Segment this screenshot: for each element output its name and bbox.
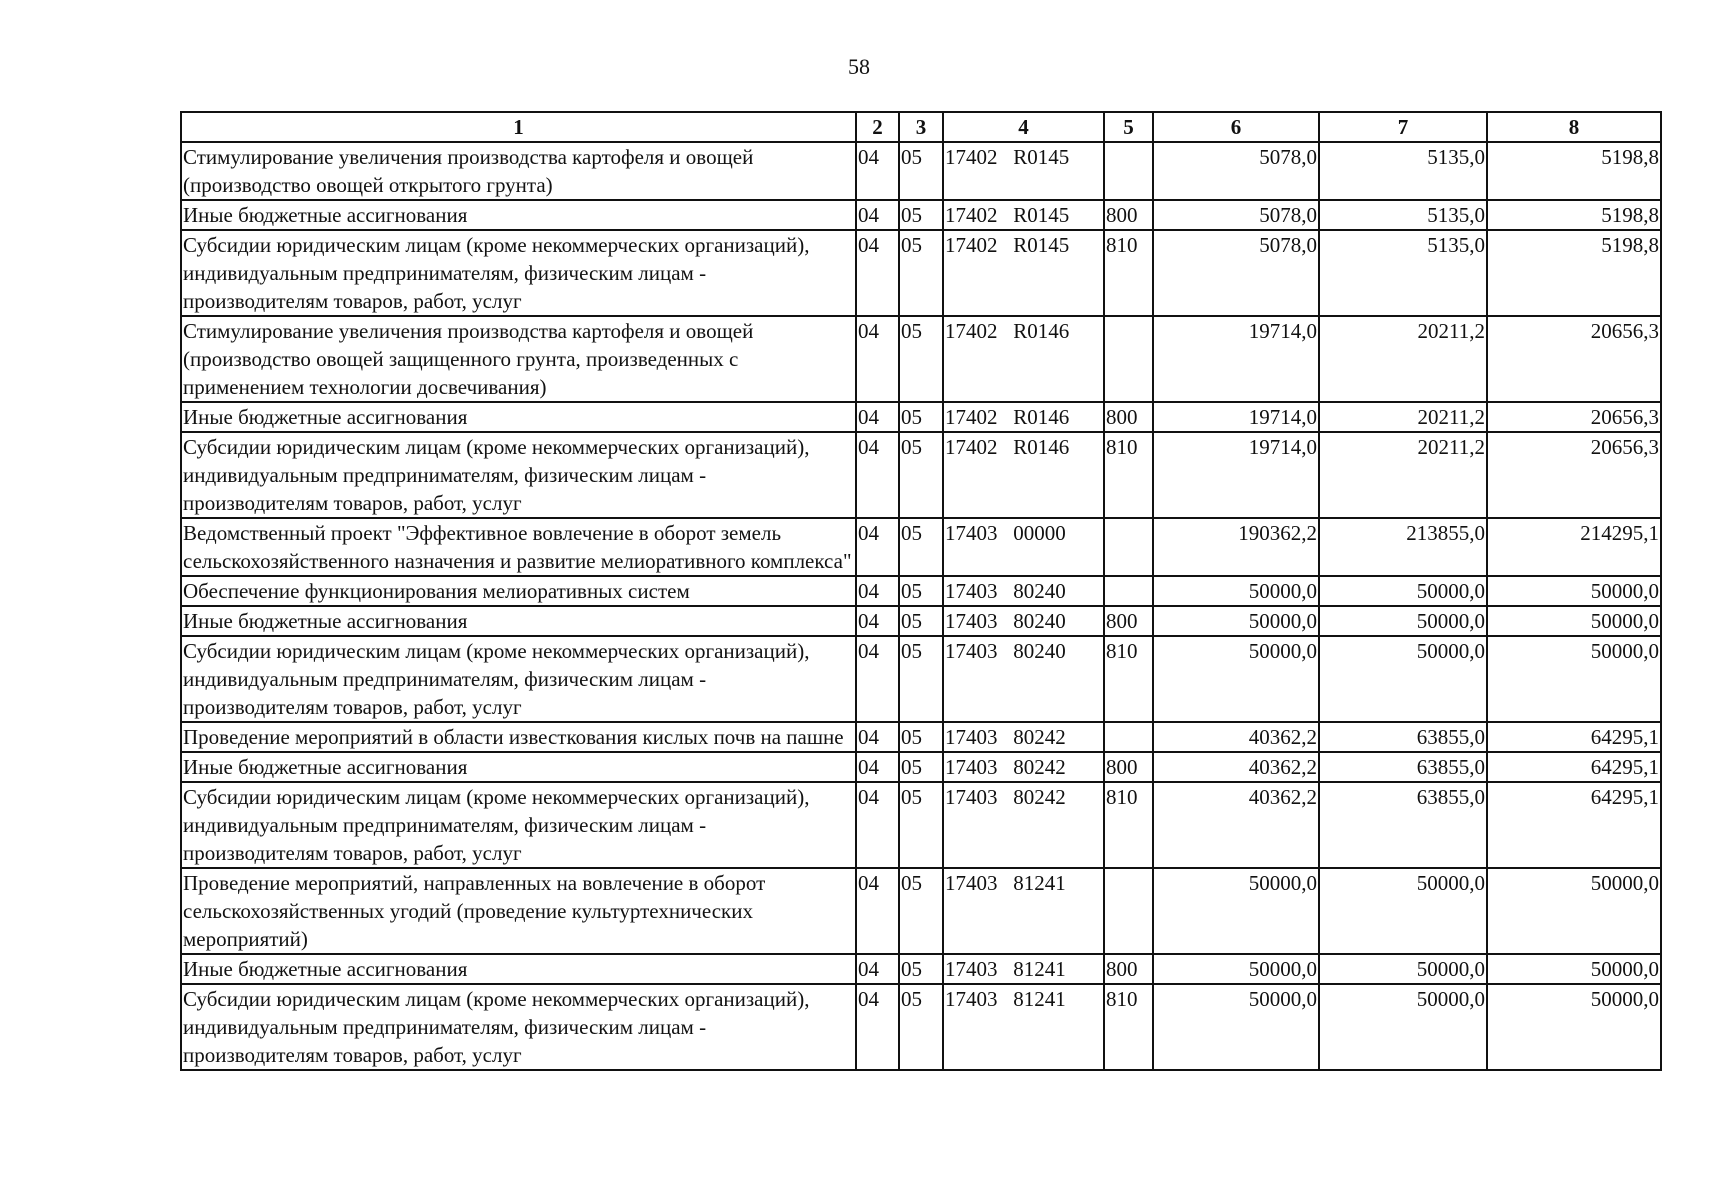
name-cell: Проведение мероприятий в области известкования кислых почв на пашне <box>181 722 856 752</box>
expense-type-cell <box>1104 722 1153 752</box>
amount-col7-cell: 20211,2 <box>1319 432 1487 518</box>
amount-col8-cell: 50000,0 <box>1487 954 1661 984</box>
name-cell: Иные бюджетные ассигнования <box>181 606 856 636</box>
table-body <box>181 142 1661 1070</box>
name-cell: Иные бюджетные ассигнования <box>181 752 856 782</box>
amount-col6-cell: 50000,0 <box>1153 954 1319 984</box>
expense-type-cell: 810 <box>1104 230 1153 316</box>
header-cell: 6 <box>1153 112 1319 142</box>
name-cell: Субсидии юридическим лицам (кроме некоммерческих организаций), индивидуальным предпринимателям, физическим лицам - производителям товаров, работ, услуг <box>181 636 856 722</box>
name-cell: Субсидии юридическим лицам (кроме некоммерческих организаций), индивидуальным предпринимателям, физическим лицам - производителям товаров, работ, услуг <box>181 230 856 316</box>
table-row <box>181 576 1661 606</box>
target-article-cell: 17403 81241 <box>943 868 1104 954</box>
header-cell: 5 <box>1104 112 1153 142</box>
name-cell: Проведение мероприятий, направленных на вовлечение в оборот сельскохозяйственных угодий (проведение культуртехнических мероприятий) <box>181 868 856 954</box>
amount-col7-cell: 20211,2 <box>1319 316 1487 402</box>
section-code-cell: 04 <box>856 230 899 316</box>
amount-col7-cell: 63855,0 <box>1319 752 1487 782</box>
section-code-cell: 04 <box>856 954 899 984</box>
section-code-cell: 04 <box>856 576 899 606</box>
amount-col6-cell: 5078,0 <box>1153 230 1319 316</box>
table-row <box>181 954 1661 984</box>
amount-col6-cell: 19714,0 <box>1153 432 1319 518</box>
name-cell: Субсидии юридическим лицам (кроме некоммерческих организаций), индивидуальным предпринимателям, физическим лицам - производителям товаров, работ, услуг <box>181 984 856 1070</box>
name-cell: Обеспечение функционирования мелиоративных систем <box>181 576 856 606</box>
amount-col8-cell: 50000,0 <box>1487 576 1661 606</box>
amount-col8-cell: 20656,3 <box>1487 402 1661 432</box>
expense-type-cell <box>1104 868 1153 954</box>
amount-col7-cell: 50000,0 <box>1319 984 1487 1070</box>
table-header <box>181 112 1661 142</box>
name-cell: Субсидии юридическим лицам (кроме некоммерческих организаций), индивидуальным предпринимателям, физическим лицам - производителям товаров, работ, услуг <box>181 782 856 868</box>
target-article-cell: 17403 80242 <box>943 752 1104 782</box>
table-row <box>181 868 1661 954</box>
name-cell: Ведомственный проект "Эффективное вовлечение в оборот земель сельскохозяйственного назначения и развитие мелиоративного комплекса" <box>181 518 856 576</box>
amount-col7-cell: 50000,0 <box>1319 606 1487 636</box>
amount-col6-cell: 50000,0 <box>1153 576 1319 606</box>
amount-col8-cell: 64295,1 <box>1487 782 1661 868</box>
subsection-code-cell: 05 <box>899 606 943 636</box>
amount-col7-cell: 63855,0 <box>1319 722 1487 752</box>
name-cell: Иные бюджетные ассигнования <box>181 402 856 432</box>
subsection-code-cell: 05 <box>899 142 943 200</box>
subsection-code-cell: 05 <box>899 782 943 868</box>
target-article-cell: 17402 R0146 <box>943 316 1104 402</box>
amount-col7-cell: 50000,0 <box>1319 868 1487 954</box>
amount-col8-cell: 214295,1 <box>1487 518 1661 576</box>
expense-type-cell <box>1104 142 1153 200</box>
name-cell: Стимулирование увеличения производства картофеля и овощей (производство овощей защищенного грунта, произведенных с применением технологии досвечивания) <box>181 316 856 402</box>
header-cell: 2 <box>856 112 899 142</box>
subsection-code-cell: 05 <box>899 518 943 576</box>
table-row <box>181 782 1661 868</box>
expense-type-cell: 800 <box>1104 954 1153 984</box>
section-code-cell: 04 <box>856 984 899 1070</box>
amount-col8-cell: 50000,0 <box>1487 868 1661 954</box>
subsection-code-cell: 05 <box>899 576 943 606</box>
amount-col7-cell: 5135,0 <box>1319 230 1487 316</box>
section-code-cell: 04 <box>856 200 899 230</box>
section-code-cell: 04 <box>856 782 899 868</box>
target-article-cell: 17403 80240 <box>943 636 1104 722</box>
subsection-code-cell: 05 <box>899 200 943 230</box>
target-article-cell: 17403 80240 <box>943 576 1104 606</box>
amount-col8-cell: 5198,8 <box>1487 200 1661 230</box>
section-code-cell: 04 <box>856 606 899 636</box>
target-article-cell: 17403 80242 <box>943 722 1104 752</box>
amount-col8-cell: 64295,1 <box>1487 752 1661 782</box>
amount-col7-cell: 5135,0 <box>1319 142 1487 200</box>
amount-col8-cell: 50000,0 <box>1487 636 1661 722</box>
amount-col8-cell: 64295,1 <box>1487 722 1661 752</box>
expense-type-cell: 810 <box>1104 432 1153 518</box>
table-row <box>181 752 1661 782</box>
amount-col6-cell: 50000,0 <box>1153 606 1319 636</box>
amount-col6-cell: 19714,0 <box>1153 316 1319 402</box>
section-code-cell: 04 <box>856 868 899 954</box>
table-row <box>181 984 1661 1070</box>
name-cell: Стимулирование увеличения производства картофеля и овощей (производство овощей открытого грунта) <box>181 142 856 200</box>
target-article-cell: 17402 R0145 <box>943 142 1104 200</box>
section-code-cell: 04 <box>856 722 899 752</box>
expense-type-cell: 800 <box>1104 200 1153 230</box>
amount-col7-cell: 50000,0 <box>1319 954 1487 984</box>
target-article-cell: 17402 R0146 <box>943 432 1104 518</box>
budget-table <box>180 111 1662 1071</box>
amount-col8-cell: 5198,8 <box>1487 230 1661 316</box>
target-article-cell: 17403 80240 <box>943 606 1104 636</box>
expense-type-cell: 810 <box>1104 984 1153 1070</box>
section-code-cell: 04 <box>856 432 899 518</box>
target-article-cell: 17403 81241 <box>943 984 1104 1070</box>
amount-col6-cell: 50000,0 <box>1153 868 1319 954</box>
header-cell: 3 <box>899 112 943 142</box>
expense-type-cell <box>1104 518 1153 576</box>
name-cell: Иные бюджетные ассигнования <box>181 954 856 984</box>
subsection-code-cell: 05 <box>899 636 943 722</box>
table-row <box>181 200 1661 230</box>
subsection-code-cell: 05 <box>899 316 943 402</box>
expense-type-cell: 810 <box>1104 636 1153 722</box>
amount-col8-cell: 5198,8 <box>1487 142 1661 200</box>
header-cell: 1 <box>181 112 856 142</box>
subsection-code-cell: 05 <box>899 752 943 782</box>
section-code-cell: 04 <box>856 142 899 200</box>
amount-col7-cell: 20211,2 <box>1319 402 1487 432</box>
name-cell: Иные бюджетные ассигнования <box>181 200 856 230</box>
amount-col8-cell: 20656,3 <box>1487 432 1661 518</box>
subsection-code-cell: 05 <box>899 984 943 1070</box>
header-cell: 8 <box>1487 112 1661 142</box>
subsection-code-cell: 05 <box>899 722 943 752</box>
section-code-cell: 04 <box>856 752 899 782</box>
table-row <box>181 636 1661 722</box>
name-cell: Субсидии юридическим лицам (кроме некоммерческих организаций), индивидуальным предпринимателям, физическим лицам - производителям товаров, работ, услуг <box>181 432 856 518</box>
target-article-cell: 17402 R0145 <box>943 230 1104 316</box>
expense-type-cell <box>1104 316 1153 402</box>
amount-col8-cell: 50000,0 <box>1487 606 1661 636</box>
target-article-cell: 17402 R0145 <box>943 200 1104 230</box>
amount-col7-cell: 50000,0 <box>1319 576 1487 606</box>
section-code-cell: 04 <box>856 636 899 722</box>
amount-col7-cell: 213855,0 <box>1319 518 1487 576</box>
subsection-code-cell: 05 <box>899 230 943 316</box>
section-code-cell: 04 <box>856 402 899 432</box>
expense-type-cell: 800 <box>1104 402 1153 432</box>
amount-col6-cell: 50000,0 <box>1153 636 1319 722</box>
amount-col6-cell: 5078,0 <box>1153 142 1319 200</box>
table-row <box>181 518 1661 576</box>
table-row <box>181 432 1661 518</box>
subsection-code-cell: 05 <box>899 402 943 432</box>
subsection-code-cell: 05 <box>899 868 943 954</box>
table-row <box>181 142 1661 200</box>
expense-type-cell: 800 <box>1104 606 1153 636</box>
page-number: 58 <box>848 54 870 79</box>
subsection-code-cell: 05 <box>899 954 943 984</box>
table-row <box>181 606 1661 636</box>
amount-col6-cell: 190362,2 <box>1153 518 1319 576</box>
table-row <box>181 402 1661 432</box>
amount-col6-cell: 19714,0 <box>1153 402 1319 432</box>
amount-col8-cell: 20656,3 <box>1487 316 1661 402</box>
amount-col6-cell: 5078,0 <box>1153 200 1319 230</box>
header-cell: 4 <box>943 112 1104 142</box>
target-article-cell: 17403 80242 <box>943 782 1104 868</box>
table-row <box>181 230 1661 316</box>
target-article-cell: 17402 R0146 <box>943 402 1104 432</box>
target-article-cell: 17403 00000 <box>943 518 1104 576</box>
amount-col7-cell: 5135,0 <box>1319 200 1487 230</box>
amount-col6-cell: 40362,2 <box>1153 722 1319 752</box>
amount-col7-cell: 63855,0 <box>1319 782 1487 868</box>
target-article-cell: 17403 81241 <box>943 954 1104 984</box>
header-row <box>181 112 1661 142</box>
expense-type-cell: 810 <box>1104 782 1153 868</box>
table-row <box>181 316 1661 402</box>
expense-type-cell <box>1104 576 1153 606</box>
amount-col8-cell: 50000,0 <box>1487 984 1661 1070</box>
section-code-cell: 04 <box>856 316 899 402</box>
amount-col7-cell: 50000,0 <box>1319 636 1487 722</box>
header-cell: 7 <box>1319 112 1487 142</box>
amount-col6-cell: 40362,2 <box>1153 782 1319 868</box>
section-code-cell: 04 <box>856 518 899 576</box>
subsection-code-cell: 05 <box>899 432 943 518</box>
expense-type-cell: 800 <box>1104 752 1153 782</box>
amount-col6-cell: 50000,0 <box>1153 984 1319 1070</box>
amount-col6-cell: 40362,2 <box>1153 752 1319 782</box>
table-row <box>181 722 1661 752</box>
